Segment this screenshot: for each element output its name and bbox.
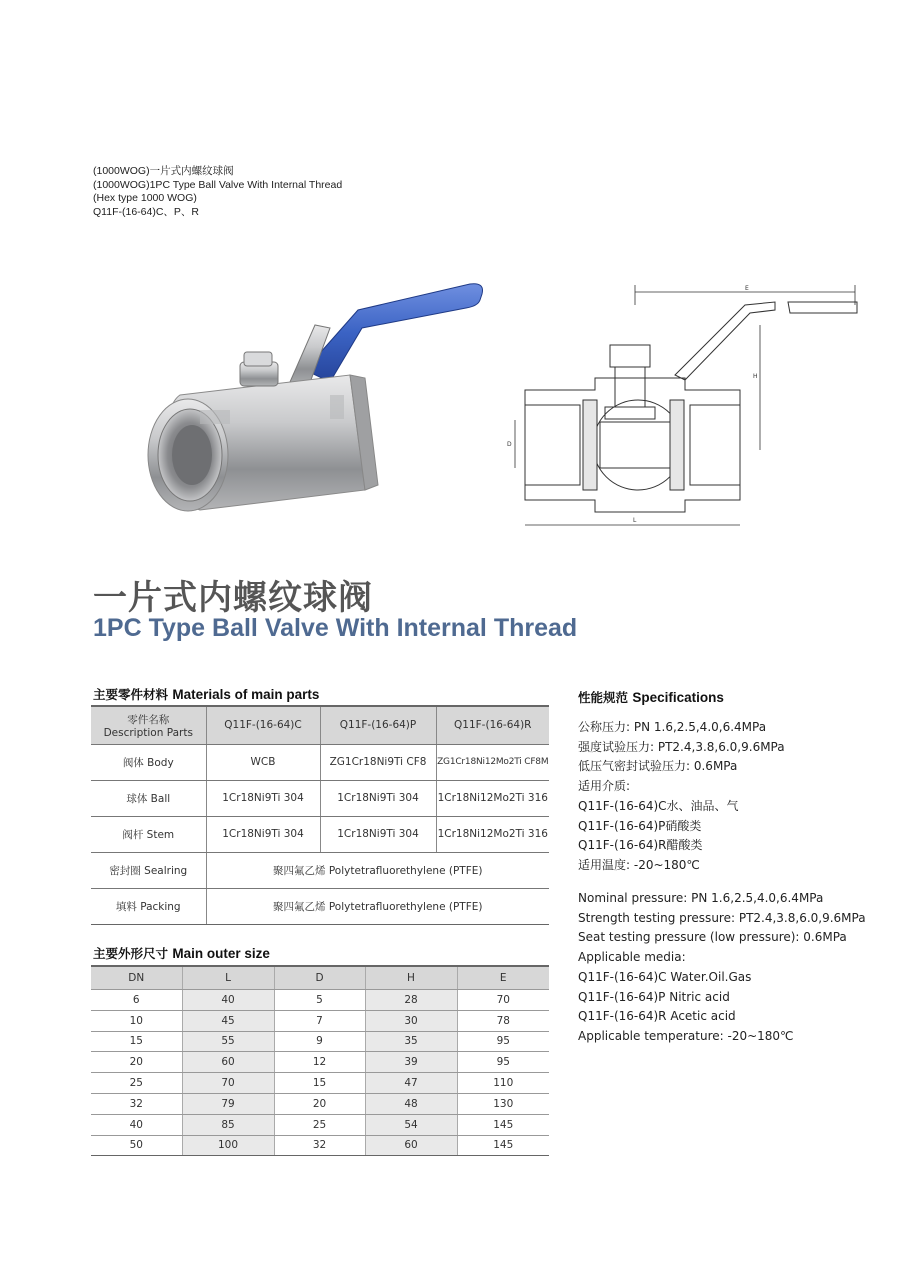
part-name: 球体 Ball	[91, 780, 206, 816]
table-row	[91, 990, 549, 1011]
header-line-2: (1000WOG)1PC Type Ball Valve With Internal Thread	[93, 178, 343, 191]
materials-title-cn: 主要零件材料	[93, 687, 169, 702]
materials-row	[91, 852, 549, 888]
spec-cn-line: 公称压力: PN 1.6,2.5,4.0,6.4MPa	[578, 720, 767, 734]
cell-e: 130	[457, 1093, 549, 1114]
cell-h: 39	[365, 1052, 457, 1073]
material-r: 1Cr18Ni12Mo2Ti 316	[436, 780, 549, 816]
dim-label-h: H	[753, 373, 758, 380]
parts-header-en: Description Parts	[103, 726, 193, 739]
specifications-cn	[578, 718, 785, 876]
spec-cn-line: 适用介质:	[578, 779, 631, 794]
spec-en-line: Q11F-(16-64)R Acetic acid	[578, 1009, 736, 1024]
material-all: 聚四氟乙烯 Polytetrafluorethylene (PTFE)	[206, 888, 549, 924]
cell-l: 85	[182, 1114, 274, 1135]
cell-dn: 10	[91, 1010, 182, 1031]
dim-label-e: E	[745, 285, 749, 292]
spec-en-line: Strength testing pressure: PT2.4,3.8,6.0,9.6MPa	[578, 910, 866, 925]
table-row	[91, 1031, 549, 1052]
cell-dn: 25	[91, 1073, 182, 1094]
cell-h: 28	[365, 990, 457, 1011]
cell-e: 145	[457, 1135, 549, 1156]
materials-header-r: Q11F-(16-64)R	[436, 706, 549, 744]
cell-d: 20	[274, 1093, 365, 1114]
cell-d: 5	[274, 990, 365, 1011]
cell-e: 145	[457, 1114, 549, 1135]
specifications-title-cn: 性能规范	[578, 690, 629, 705]
col-header: DN	[91, 966, 182, 990]
materials-table	[91, 705, 549, 925]
spec-cn-line: 适用温度: -20~180℃	[578, 857, 700, 872]
cell-dn: 40	[91, 1114, 182, 1135]
spec-cn-line: 低压气密封试验压力: 0.6MPa	[578, 759, 738, 774]
cell-e: 110	[457, 1073, 549, 1094]
cell-d: 12	[274, 1052, 365, 1073]
material-p: 1Cr18Ni9Ti 304	[320, 780, 436, 816]
header-line-1: (1000WOG)一片式内螺纹球阀	[93, 165, 234, 177]
header-lines	[93, 165, 342, 219]
dim-label-l: L	[633, 517, 637, 524]
cell-d: 15	[274, 1073, 365, 1094]
cell-dn: 15	[91, 1031, 182, 1052]
col-header: L	[182, 966, 274, 990]
outer-size-table	[91, 965, 549, 1156]
spec-en-line: Applicable media:	[578, 950, 686, 965]
col-header: E	[457, 966, 549, 990]
header-line-3: (Hex type 1000 WOG)	[93, 192, 197, 204]
material-c: WCB	[206, 744, 320, 780]
materials-row	[91, 816, 549, 852]
cell-l: 60	[182, 1052, 274, 1073]
cell-e: 95	[457, 1031, 549, 1052]
col-header: D	[274, 966, 365, 990]
materials-header-parts	[91, 706, 206, 744]
cell-h: 48	[365, 1093, 457, 1114]
material-r: ZG1Cr18Ni12Mo2Ti CF8M	[436, 744, 549, 780]
part-name: 阀体 Body	[91, 744, 206, 780]
outer-size-header-row	[91, 966, 549, 990]
cell-dn: 20	[91, 1052, 182, 1073]
cell-l: 40	[182, 990, 274, 1011]
materials-header-c: Q11F-(16-64)C	[206, 706, 320, 744]
outer-size-title-cn: 主要外形尺寸	[93, 946, 169, 961]
cell-l: 45	[182, 1010, 274, 1031]
spec-en-line: Nominal pressure: PN 1.6,2.5,4.0,6.4MPa	[578, 891, 824, 905]
spec-cn-line: Q11F-(16-64)R醋酸类	[578, 838, 703, 853]
spec-en-line: Applicable temperature: -20~180℃	[578, 1028, 794, 1043]
specifications-title-en: Specifications	[632, 690, 724, 705]
table-row	[91, 1010, 549, 1031]
cell-dn: 32	[91, 1093, 182, 1114]
spec-cn-line: Q11F-(16-64)C水、油品、气	[578, 798, 739, 813]
materials-header-p: Q11F-(16-64)P	[320, 706, 436, 744]
material-p: 1Cr18Ni9Ti 304	[320, 816, 436, 852]
valve-technical-drawing	[505, 280, 865, 540]
cell-h: 30	[365, 1010, 457, 1031]
outer-size-title-en: Main outer size	[172, 946, 270, 961]
materials-row	[91, 888, 549, 924]
cell-e: 95	[457, 1052, 549, 1073]
table-row	[91, 1073, 549, 1094]
spec-cn-line: Q11F-(16-64)P硝酸类	[578, 818, 702, 833]
specifications-en	[578, 889, 866, 1047]
cell-h: 60	[365, 1135, 457, 1156]
material-c: 1Cr18Ni9Ti 304	[206, 816, 320, 852]
header-line-4: Q11F-(16-64)C、P、R	[93, 205, 199, 218]
material-all: 聚四氟乙烯 Polytetrafluorethylene (PTFE)	[206, 852, 549, 888]
parts-header-cn: 零件名称	[127, 713, 170, 726]
cell-h: 54	[365, 1114, 457, 1135]
table-row	[91, 1135, 549, 1156]
cell-d: 9	[274, 1031, 365, 1052]
cell-dn: 6	[91, 990, 182, 1011]
cell-h: 35	[365, 1031, 457, 1052]
page-title-cn: 一片式内螺纹球阀	[93, 578, 373, 618]
cell-d: 32	[274, 1135, 365, 1156]
materials-header-row	[91, 706, 549, 744]
spec-en-line: Q11F-(16-64)P Nitric acid	[578, 989, 730, 1004]
material-r: 1Cr18Ni12Mo2Ti 316	[436, 816, 549, 852]
cell-dn: 50	[91, 1135, 182, 1156]
col-header: H	[365, 966, 457, 990]
part-name: 密封圈 Sealring	[91, 852, 206, 888]
part-name: 阀杆 Stem	[91, 816, 206, 852]
table-row	[91, 1052, 549, 1073]
ball-valve-photo	[140, 270, 500, 540]
cell-e: 70	[457, 990, 549, 1011]
dim-label-d: D	[507, 441, 512, 448]
cell-l: 79	[182, 1093, 274, 1114]
materials-title	[93, 685, 319, 703]
materials-row	[91, 744, 549, 780]
materials-title-en: Materials of main parts	[172, 687, 320, 702]
table-row	[91, 1114, 549, 1135]
page-title-en: 1PC Type Ball Valve With Internal Thread	[93, 614, 578, 642]
materials-row	[91, 780, 549, 816]
outer-size-title	[93, 944, 270, 962]
cell-h: 47	[365, 1073, 457, 1094]
cell-d: 7	[274, 1010, 365, 1031]
cell-d: 25	[274, 1114, 365, 1135]
specifications-title	[578, 688, 724, 706]
spec-en-line: Seat testing pressure (low pressure): 0.6MPa	[578, 930, 847, 945]
spec-en-line: Q11F-(16-64)C Water.Oil.Gas	[578, 969, 752, 984]
table-row	[91, 1093, 549, 1114]
cell-l: 100	[182, 1135, 274, 1156]
part-name: 填料 Packing	[91, 888, 206, 924]
spec-cn-line: 强度试验压力: PT2.4,3.8,6.0,9.6MPa	[578, 739, 785, 754]
cell-l: 70	[182, 1073, 274, 1094]
material-p: ZG1Cr18Ni9Ti CF8	[320, 744, 436, 780]
cell-l: 55	[182, 1031, 274, 1052]
cell-e: 78	[457, 1010, 549, 1031]
material-c: 1Cr18Ni9Ti 304	[206, 780, 320, 816]
